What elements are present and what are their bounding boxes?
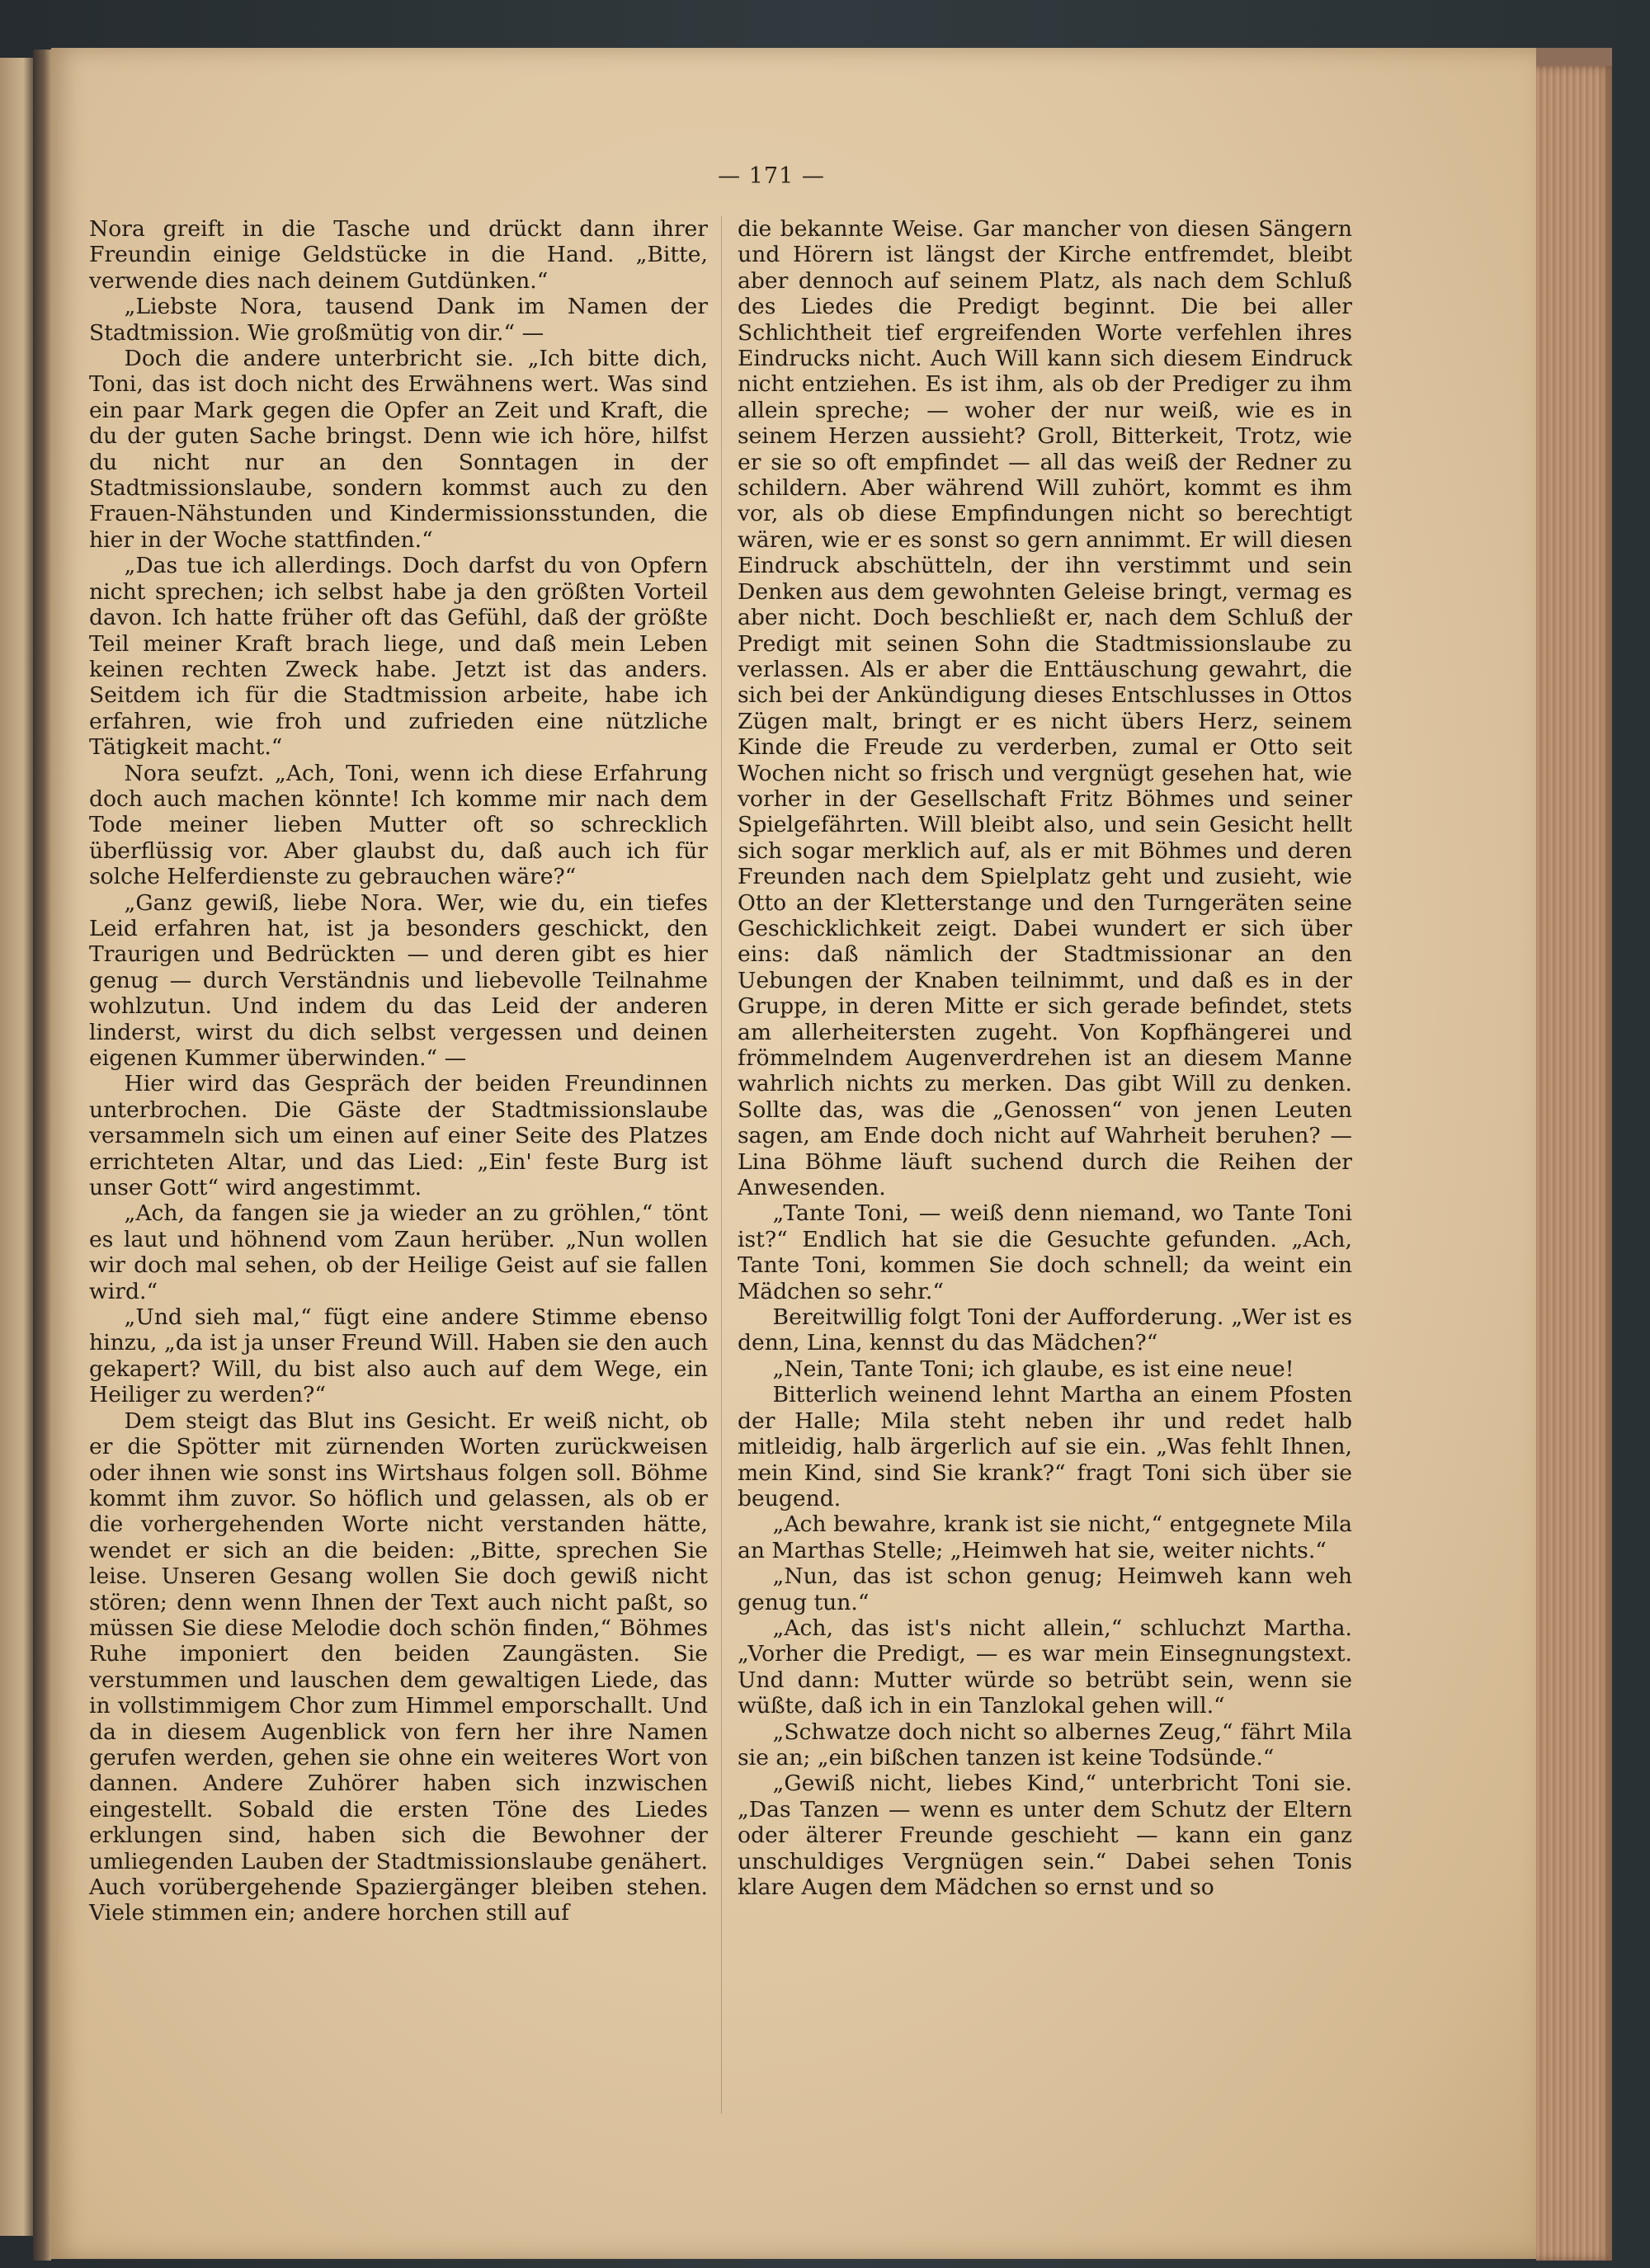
left-page-edge (0, 58, 33, 2236)
paragraph: Dem steigt das Blut ins Gesicht. Er weiß nicht, ob er die Spötter mit zürnenden Worten zurückweisen oder ihnen wie sonst ins Wirtshaus folgen soll. Böhme kommt ihm zuvor. So höflich und gelassen, als ob er die vorhergehenden Worte nicht verstanden hätte, wendet er sich an die beiden: „Bitte, sprechen Sie leise. Unseren Gesang wollen Sie doch gewiß nicht stören; denn wenn Ihnen der Text auch nicht paßt, so müssen Sie diese Melodie doch schön finden,“ Böhmes Ruhe imponiert den beiden Zaungästen. Sie verstummen und lauschen dem gewaltigen Liede, das in vollstimmigem Chor zum Himmel emporschallt. Und da in diesem Augenblick von fern her ihre Namen gerufen werden, gehen sie ohne ein weiteres Wort von dannen. Andere Zuhörer haben sich inzwischen eingestellt. Sobald die ersten Töne des Liedes erklungen sind, haben sich die Bewohner der umliegenden Lauben der Stadtmissionslaube genähert. Auch vorübergehende Spaziergänger bleiben stehen. Viele stimmen ein; andere horchen still auf (89, 1407, 708, 1926)
page-number: — 171 — (718, 163, 825, 189)
paragraph: „Ganz gewiß, liebe Nora. Wer, wie du, ein tiefes Leid erfahren hat, ist ja besonders geschickt, den Traurigen und Bedrückten — und deren gibt es hier genug — durch Verständnis und liebevolle Teilnahme wohlzutun. Und indem du das Leid der anderen linderst, wirst du dich selbst vergessen und deinen eigenen Kummer überwinden.“ — (89, 889, 708, 1071)
paragraph: „Ach, da fangen sie ja wieder an zu gröhlen,“ tönt es laut und höhnend vom Zaun herüber. „Nun wollen wir doch mal sehen, ob der Heilige Geist auf sie fallen wird.“ (89, 1200, 708, 1304)
paragraph: Bereitwillig folgt Toni der Aufforderung. „Wer ist es denn, Lina, kennst du das Mädchen?“ (738, 1304, 1352, 1356)
paragraph: „Ach bewahre, krank ist sie nicht,“ entgegnete Mila an Marthas Stelle; „Heimweh hat sie, weiter nichts.“ (738, 1511, 1352, 1563)
paragraph: „Tante Toni, — weiß denn niemand, wo Tante Toni ist?“ Endlich hat sie die Gesuchte gefunden. „Ach, Tante Toni, kommen Sie doch schnell; da weint ein Mädchen so sehr.“ (738, 1200, 1352, 1304)
paragraph: „Nein, Tante Toni; ich glaube, es ist eine neue! (772, 1356, 1294, 1382)
page-block-top (1536, 48, 1612, 68)
paragraph: „Und sieh mal,“ fügt eine andere Stimme ebenso hinzu, „da ist ja unser Freund Will. Haben sie den auch gekapert? Will, du bist also auch auf dem Wege, ein Heiliger zu werden?“ (89, 1304, 708, 1408)
left-text-column (89, 216, 708, 1926)
paragraph: Doch die andere unterbricht sie. „Ich bitte dich, Toni, das ist doch nicht des Erwähnens wert. Was sind ein paar Mark gegen die Opfer an Zeit und Kraft, die du der guten Sache bringst. Denn wie ich höre, hilfst du nicht nur an den Sonntagen in der Stadtmissionslaube, sondern kommst auch zu den Frauen-Nähstunden und Kindermissionsstunden, die hier in der Woche stattfinden.“ (89, 346, 708, 553)
book-gutter (33, 50, 51, 2261)
paragraph: Nora seufzt. „Ach, Toni, wenn ich diese Erfahrung doch auch machen könnte! Ich komme mir nach dem Tode meiner lieben Mutter oft so schrecklich überflüssig vor. Aber glaubst du, daß auch ich für solche Helferdienste zu gebrauchen wäre?“ (89, 760, 708, 890)
paragraph: „Schwatze doch nicht so albernes Zeug,“ fährt Mila sie an; „ein bißchen tanzen ist keine Todsünde.“ (738, 1719, 1352, 1771)
paragraph: „Ach, das ist's nicht allein,“ schluchzt Martha. „Vorher die Predigt, — es war mein Einsegnungstext. Und dann: Mutter würde so betrübt sein, wenn sie wüßte, daß ich in ein Tanzlokal gehen will.“ (738, 1615, 1352, 1719)
page-block-edges (1536, 66, 1612, 2261)
paragraph: „Das tue ich allerdings. Doch darfst du von Opfern nicht sprechen; ich selbst habe ja den größten Vorteil davon. Ich hatte früher oft das Gefühl, daß der größte Teil meiner Kraft brach liege, und daß mein Leben keinen rechten Zweck habe. Jetzt ist das anders. Seitdem ich für die Stadtmission arbeite, habe ich erfahren, wie froh und zufrieden eine nützliche Tätigkeit macht.“ (89, 553, 708, 761)
column-divider (721, 216, 722, 2114)
right-text-column (738, 216, 1352, 1900)
paragraph: Hier wird das Gespräch der beiden Freundinnen unterbrochen. Die Gäste der Stadtmissionslaube versammeln sich um einen auf einer Seite des Platzes errichteten Altar, und das Lied: „Ein' feste Burg ist unser Gott“ wird angestimmt. (89, 1071, 708, 1201)
paragraph: Nora greift in die Tasche und drückt dann ihrer Freundin einige Geldstücke in die Hand. „Bitte, verwende dies nach deinem Gutdünken.“ (89, 216, 708, 294)
paragraph: Bitterlich weinend lehnt Martha an einem Pfosten der Halle; Mila steht neben ihr und redet halb mitleidig, halb ärgerlich auf sie ein. „Was fehlt Ihnen, mein Kind, sind Sie krank?“ fragt Toni sich über sie beugend. (738, 1382, 1352, 1511)
paragraph: „Nun, das ist schon genug; Heimweh kann weh genug tun.“ (738, 1563, 1352, 1615)
paragraph: „Gewiß nicht, liebes Kind,“ unterbricht Toni sie. „Das Tanzen — wenn es unter dem Schutz der Eltern oder älterer Freunde geschieht — kann ein ganz unschuldiges Vergnügen sein.“ Dabei sehen Tonis klare Augen dem Mädchen so ernst und so (738, 1771, 1352, 1900)
paragraph: die bekannte Weise. Gar mancher von diesen Sängern und Hörern ist längst der Kirche entfremdet, bleibt aber dennoch auf seinem Platz, als nach dem Schluß des Liedes die Predigt beginnt. Die bei aller Schlichtheit tief ergreifenden Worte verfehlen ihres Eindrucks nicht. Auch Will kann sich diesem Eindruck nicht entziehen. Es ist ihm, als ob der Prediger zu ihm allein spreche; — woher der nur weiß, wie es in seinem Herzen aussieht? Groll, Bitterkeit, Trotz, wie er sie so oft empfindet — all das weiß der Redner zu schildern. Aber während Will zuhört, kommt es ihm vor, als ob diese Empfindungen nicht so berechtigt wären, wie er es sonst so gern annimmt. Er will diesen Eindruck abschütteln, der ihn verstimmt und sein Denken aus dem gewohnten Geleise bringt, vermag es aber nicht. Doch beschließt er, nach dem Schluß der Predigt mit seinen Sohn die Stadtmissionslaube zu verlassen. Als er aber die Enttäuschung gewahrt, die sich bei der Ankündigung dieses Entschlusses in Ottos Zügen malt, bringt er es nicht übers Herz, seinem Kinde die Freude zu verderben, zumal er Otto seit Wochen nicht so frisch und vergnügt gesehen hat, wie vorher in der Gesellschaft Fritz Böhmes und seiner Spielgefährten. Will bleibt also, und sein Gesicht hellt sich sogar merklich auf, als er mit Böhmes und deren Freunden nach dem Spielplatz geht und zusieht, wie Otto an der Kletterstange und den Turngeräten seine Geschicklichkeit zeigt. Dabei wundert er sich über eins: daß nämlich der Stadtmissionar an den Uebungen der Knaben teilnimmt, und daß es in der Gruppe, in deren Mitte er sich gerade befindet, stets am allerheitersten zugeht. Von Kopfhängerei und frömmelndem Augenverdrehen ist an diesem Manne wahrlich nichts zu merken. Das gibt Will zu denken. Sollte das, was die „Genossen“ von jenen Leuten sagen, am Ende doch nicht auf Wahrheit beruhen? — Lina Böhme läuft suchend durch die Reihen der Anwesenden. (738, 216, 1352, 1201)
paragraph: „Liebste Nora, tausend Dank im Namen der Stadtmission. Wie großmütig von dir.“ — (89, 294, 708, 346)
